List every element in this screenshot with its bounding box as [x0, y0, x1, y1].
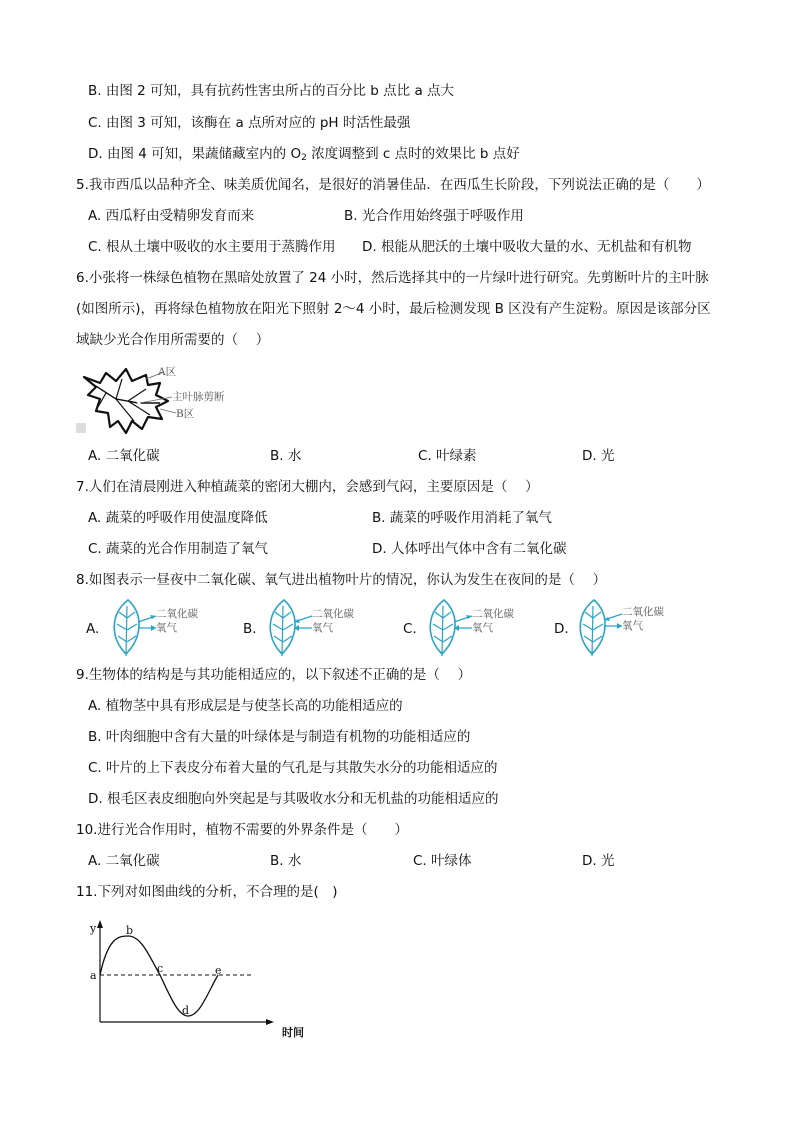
q7-option-c: C. 蔬菜的光合作用制造了氧气	[88, 541, 269, 557]
q6-option-d: D. 光	[582, 448, 615, 464]
co2-label: 二氧化碳	[622, 606, 664, 618]
point-d-label: d	[182, 1004, 190, 1017]
q6-option-c: C. 叶绿素	[418, 448, 477, 464]
q8-option-b-label: B.	[243, 621, 257, 637]
q9-option-b: B. 叶肉细胞中含有大量的叶绿体是与制造有机物的功能相适应的	[88, 729, 471, 745]
q8-option-a-label: A.	[86, 621, 100, 637]
co2-label: 二氧化碳	[312, 608, 354, 620]
q5-option-a: A. 西瓜籽由受精卵发育而来	[88, 208, 255, 224]
image-artifact	[76, 423, 86, 433]
q5-stem: 5.我市西瓜以品种齐全、味美质优闻名，是很好的消暑佳品．在西瓜生长阶段，下列说法正确的是（ ）	[76, 177, 710, 193]
o2-label: 氧气	[156, 622, 177, 634]
q6-option-b: B. 水	[270, 448, 302, 464]
q9-stem: 9.生物体的结构是与其功能相适应的，以下叙述不正确的是（ ）	[76, 667, 472, 683]
x-axis-label: 时间	[282, 1026, 304, 1039]
point-b-label: b	[126, 924, 134, 937]
q10-option-b: B. 水	[270, 853, 302, 869]
q10-option-d: D. 光	[582, 853, 615, 869]
leaf-label-a-zone: A区	[158, 366, 177, 378]
q8-stem: 8.如图表示一昼夜中二氧化碳、氧气进出植物叶片的情况，你认为发生在夜间的是（ ）	[76, 572, 607, 588]
sine-curve-figure	[84, 918, 314, 1040]
q7-stem: 7.人们在清晨刚进入种植蔬菜的密闭大棚内，会感到气闷，主要原因是（ ）	[76, 479, 539, 495]
q8-leaf-figure-c	[422, 598, 542, 660]
o2-subscript: 2	[301, 153, 307, 163]
q10-option-c: C. 叶绿体	[413, 853, 472, 869]
q6-stem-line3: 域缺少光合作用所需要的（ ）	[76, 332, 270, 348]
q4-option-b: B. 由图 2 可知，具有抗药性害虫所占的百分比 b 点比 a 点大	[88, 83, 455, 99]
q5-option-b: B. 光合作用始终强于呼吸作用	[344, 208, 524, 224]
q4-option-d-text: D. 由图 4 可知，果蔬储藏室内的 O	[88, 146, 302, 162]
q4-option-d-rest: 浓度调整到 c 点时的效果比 b 点好	[306, 146, 520, 162]
q5-option-c: C. 根从土壤中吸收的水主要用于蒸腾作用	[88, 239, 336, 255]
q9-option-c: C. 叶片的上下表皮分布着大量的气孔是与其散失水分的功能相适应的	[88, 760, 498, 776]
q8-leaf-figure-b	[262, 598, 382, 660]
q9-option-d: D. 根毛区表皮细胞向外突起是与其吸收水分和无机盐的功能相适应的	[88, 791, 499, 807]
leaf-label-b-zone: B区	[176, 408, 195, 420]
q4-option-c: C. 由图 3 可知，该酶在 a 点所对应的 pH 时活性最强	[88, 115, 411, 131]
o2-label: 氧气	[312, 622, 333, 634]
point-e-label: e	[215, 964, 222, 977]
o2-label: 氧气	[622, 620, 643, 632]
leaf-label-vein-cut: 主叶脉剪断	[172, 391, 225, 403]
curve-line	[100, 936, 218, 1016]
q5-option-d: D. 根能从肥沃的土壤中吸收大量的水、无机盐和有机物	[362, 239, 692, 255]
q7-option-b: B. 蔬菜的呼吸作用消耗了氧气	[372, 510, 552, 526]
q8-leaf-figure-a	[106, 598, 226, 660]
q6-option-a: A. 二氧化碳	[88, 448, 160, 464]
y-axis-label: y	[90, 922, 97, 935]
o2-label: 氧气	[472, 622, 493, 634]
q6-stem-line1: 6.小张将一株绿色植物在黑暗处放置了 24 小时，然后选择其中的一片绿叶进行研究。先剪断叶片的主叶脉	[76, 270, 709, 286]
q8-leaf-figure-d	[572, 598, 692, 660]
point-a-label: a	[90, 969, 97, 982]
q9-option-a: A. 植物茎中具有形成层是与使茎长高的功能相适应的	[88, 698, 403, 714]
q8-option-c-label: C.	[403, 621, 417, 637]
q10-stem: 10.进行光合作用时，植物不需要的外界条件是（ ）	[76, 822, 408, 838]
q7-option-d: D. 人体呼出气体中含有二氧化碳	[372, 541, 567, 557]
q11-stem: 11.下列对如图曲线的分析，不合理的是( )	[76, 884, 338, 900]
cut-vein-leaf-figure	[76, 365, 246, 437]
q10-option-a: A. 二氧化碳	[88, 853, 160, 869]
co2-label: 二氧化碳	[472, 608, 514, 620]
q8-option-d-label: D.	[554, 621, 569, 637]
point-c-label: c	[157, 962, 164, 975]
co2-label: 二氧化碳	[156, 608, 198, 620]
q4-option-d	[88, 145, 520, 167]
q7-option-a: A. 蔬菜的呼吸作用使温度降低	[88, 510, 268, 526]
q6-stem-line2: (如图所示)，再将绿色植物放在阳光下照射 2～4 小时，最后检测发现 B 区没有产生淀粉。原因是该部分区	[76, 301, 711, 317]
